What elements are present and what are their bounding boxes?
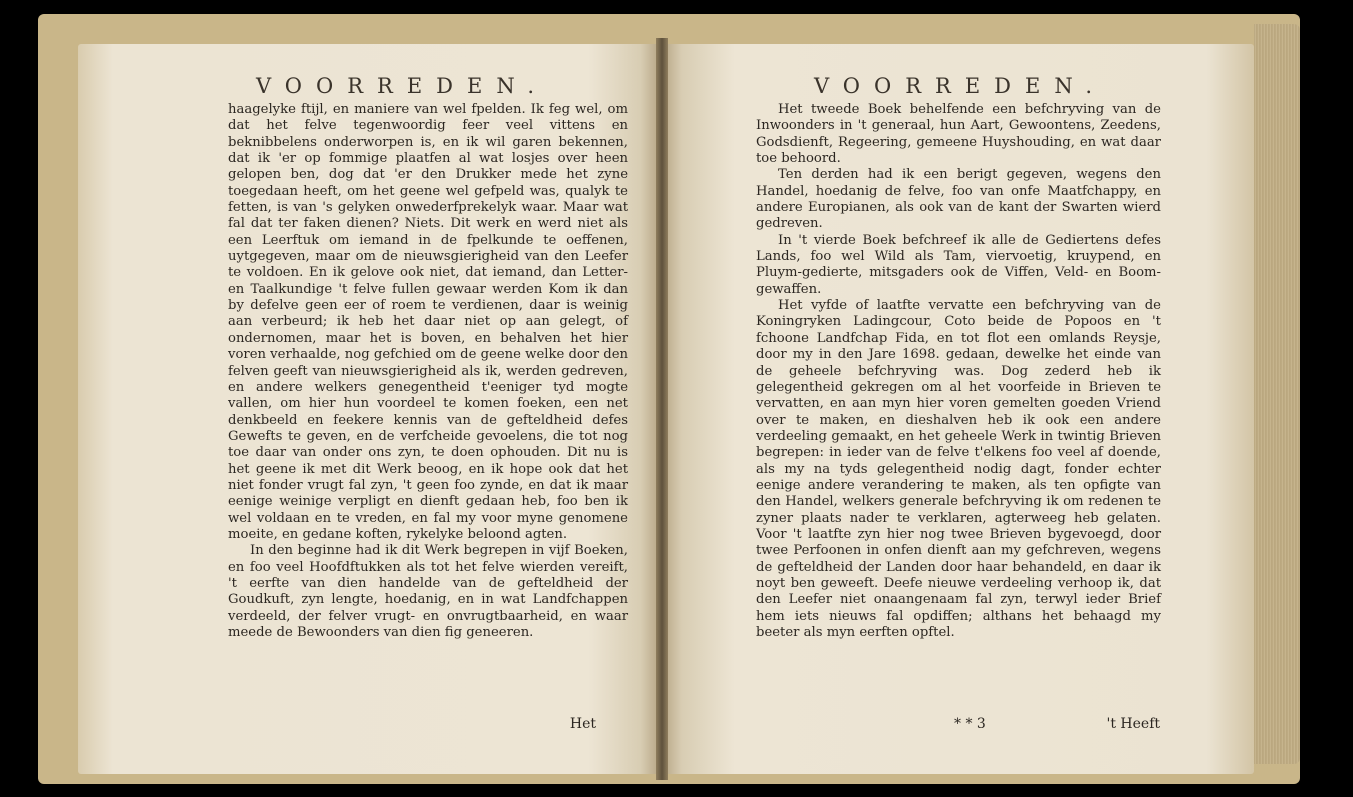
page-edges xyxy=(1254,24,1300,764)
left-paragraph-2: In den beginne had ik dit Werk begrepen in vijf Boeken, en foo veel Hoofdftukken als tot het felve wierden vereift, 't eerfte van dien handelde van de gefteldheid der Goudkuft, zyn lengte, hoedanig, en in wat Landfchappen verdeeld, der felver vrugt- en onvrugtbaarheid, en waar meede de Bewoonders van dien fig geneeren. xyxy=(228,543,628,640)
right-paragraph-3: In 't vierde Boek befchreef ik alle de Gediertens defes Lands, foo wel Wild als Tam, viervoetig, kruypend, en Pluym-gedierte, mitsgaders ook de Viffen, Veld- en Boom-gewaffen. xyxy=(756,232,1161,297)
right-paragraph-2: Ten derden had ik een berigt gegeven, wegens den Handel, hoedanig de felve, foo van onfe Maatfchappy, en andere Europianen, als ook van de kant der Swarten wierd gedreven. xyxy=(756,167,1161,232)
book xyxy=(38,14,1300,784)
right-paragraph-4: Het vyfde of laatfte vervatte een befchryving van de Koningryken Ladingcour, Coto beide de Popoos en 't fchoone Landfchap Fida, en tot flot een omlands Reysje, door my in den Jare 1698. gedaan, dewelke het einde van de geheele befchryving was. Dog zederd heb ik gelegentheid gekregen om al het voorfeide in Brieven te vervatten, en aan myn hier voren gemelten goeden Vriend over te maken, en dieshalven heb ik ook een andere verdeeling gemaakt, en het geheele Werk in twintig Brieven begrepen: in ieder van de felve t'elkens foo veel af doende, als my na tyds gelegentheid nodig dagt, fonder echter eenige andere verandering te maken, als ten opfigte van den Handel, welkers generale befchryving ik om redenen te zyner plaats nader te verklaren, agterweeg heb gelaten. Voor 't laatfte zyn hier nog twee Brieven bygevoegd, door twee Perfoonen in onfen dienft aan my gefchreven, wegens de gefteldheid der Landen door haar behandeld, en daar ik noyt ben geweeft. Deefe nieuwe verdeeling verhoop ik, dat den Leefer niet onaangenaam fal zyn, terwyl ieder Brief hem iets nieuws fal opdiffen; althans het behaagd my beeter als myn eerften opftel. xyxy=(756,298,1161,640)
right-running-head: VOORREDEN. xyxy=(814,74,1107,98)
left-paragraph-1: haagelyke ftijl, en maniere van wel fpelden. Ik feg wel, om dat het felve tegenwoordig feer veel vittens en beknibbelens onderworpen is, en ik wil garen bekennen, dat ik 'er op fommige plaatfen al wat losjes over heen gelopen ben, dog dat 'er den Drukker mede het zyne toegedaan heeft, om het geene wel gefpeld was, qualyk te fetten, is van 's gelyken onwederfprekelyk waar. Maar wat fal dat ter faken dienen? Niets. Dit werk en werd niet als een Leerftuk om iemand in de fpelkunde te oeffenen, uytgegeven, maar om de nieuwsgierigheid van den Leefer te voldoen. En ik gelove ook niet, dat iemand, dan Letter- en Taalkundige 't felve fullen gewaar werden Kom ik dan by defelve geen eer of roem te verdienen, daar is weinig aan verbeurd; ik heb het daar niet op aan gelegt, of ondernomen, maar het is boven, en behalven het hier voren verhaalde, nog gefchied om de geene welke door den felven geeft van nieuwsgierigheid als ik, werden gedreven, en andere welkers genegentheid t'eeniger tyd mogte vallen, om hier hun voordeel te komen foeken, een net denkbeeld en feekere kennis van de gefteldheid defes Gewefts te geven, en de verfcheide gevoelens, die tot nog toe daar van onder ons zyn, te doen ophouden. Dit nu is het geene ik met dit Werk beoog, en ik hope ook dat het niet fonder vrugt fal zyn, 't geen foo zynde, en dat ik maar eenige weinige verpligt en dienft gedaan heb, foo ben ik wel voldaan en te vreden, en fal my voor myne genomene moeite, en gedane koften, rykelyke beloond agten. xyxy=(228,102,629,542)
right-paragraph-1: Het tweede Boek behelfende een befchryving van de Inwoonders in 't generaal, hun Aart, Gewoontens, Zeedens, Godsdienft, Regeering, gemeene Huyshouding, en wat daar toe behoord. xyxy=(756,102,1161,167)
book-gutter xyxy=(656,38,668,780)
right-text-block xyxy=(756,102,1161,641)
right-catchword: 't Heeft xyxy=(1106,716,1160,732)
left-catchword: Het xyxy=(569,716,596,732)
left-page xyxy=(78,44,658,774)
signature-mark: * * 3 xyxy=(954,716,986,732)
left-running-head: VOORREDEN. xyxy=(256,74,549,98)
left-text-block xyxy=(228,102,628,641)
right-page xyxy=(664,44,1254,774)
